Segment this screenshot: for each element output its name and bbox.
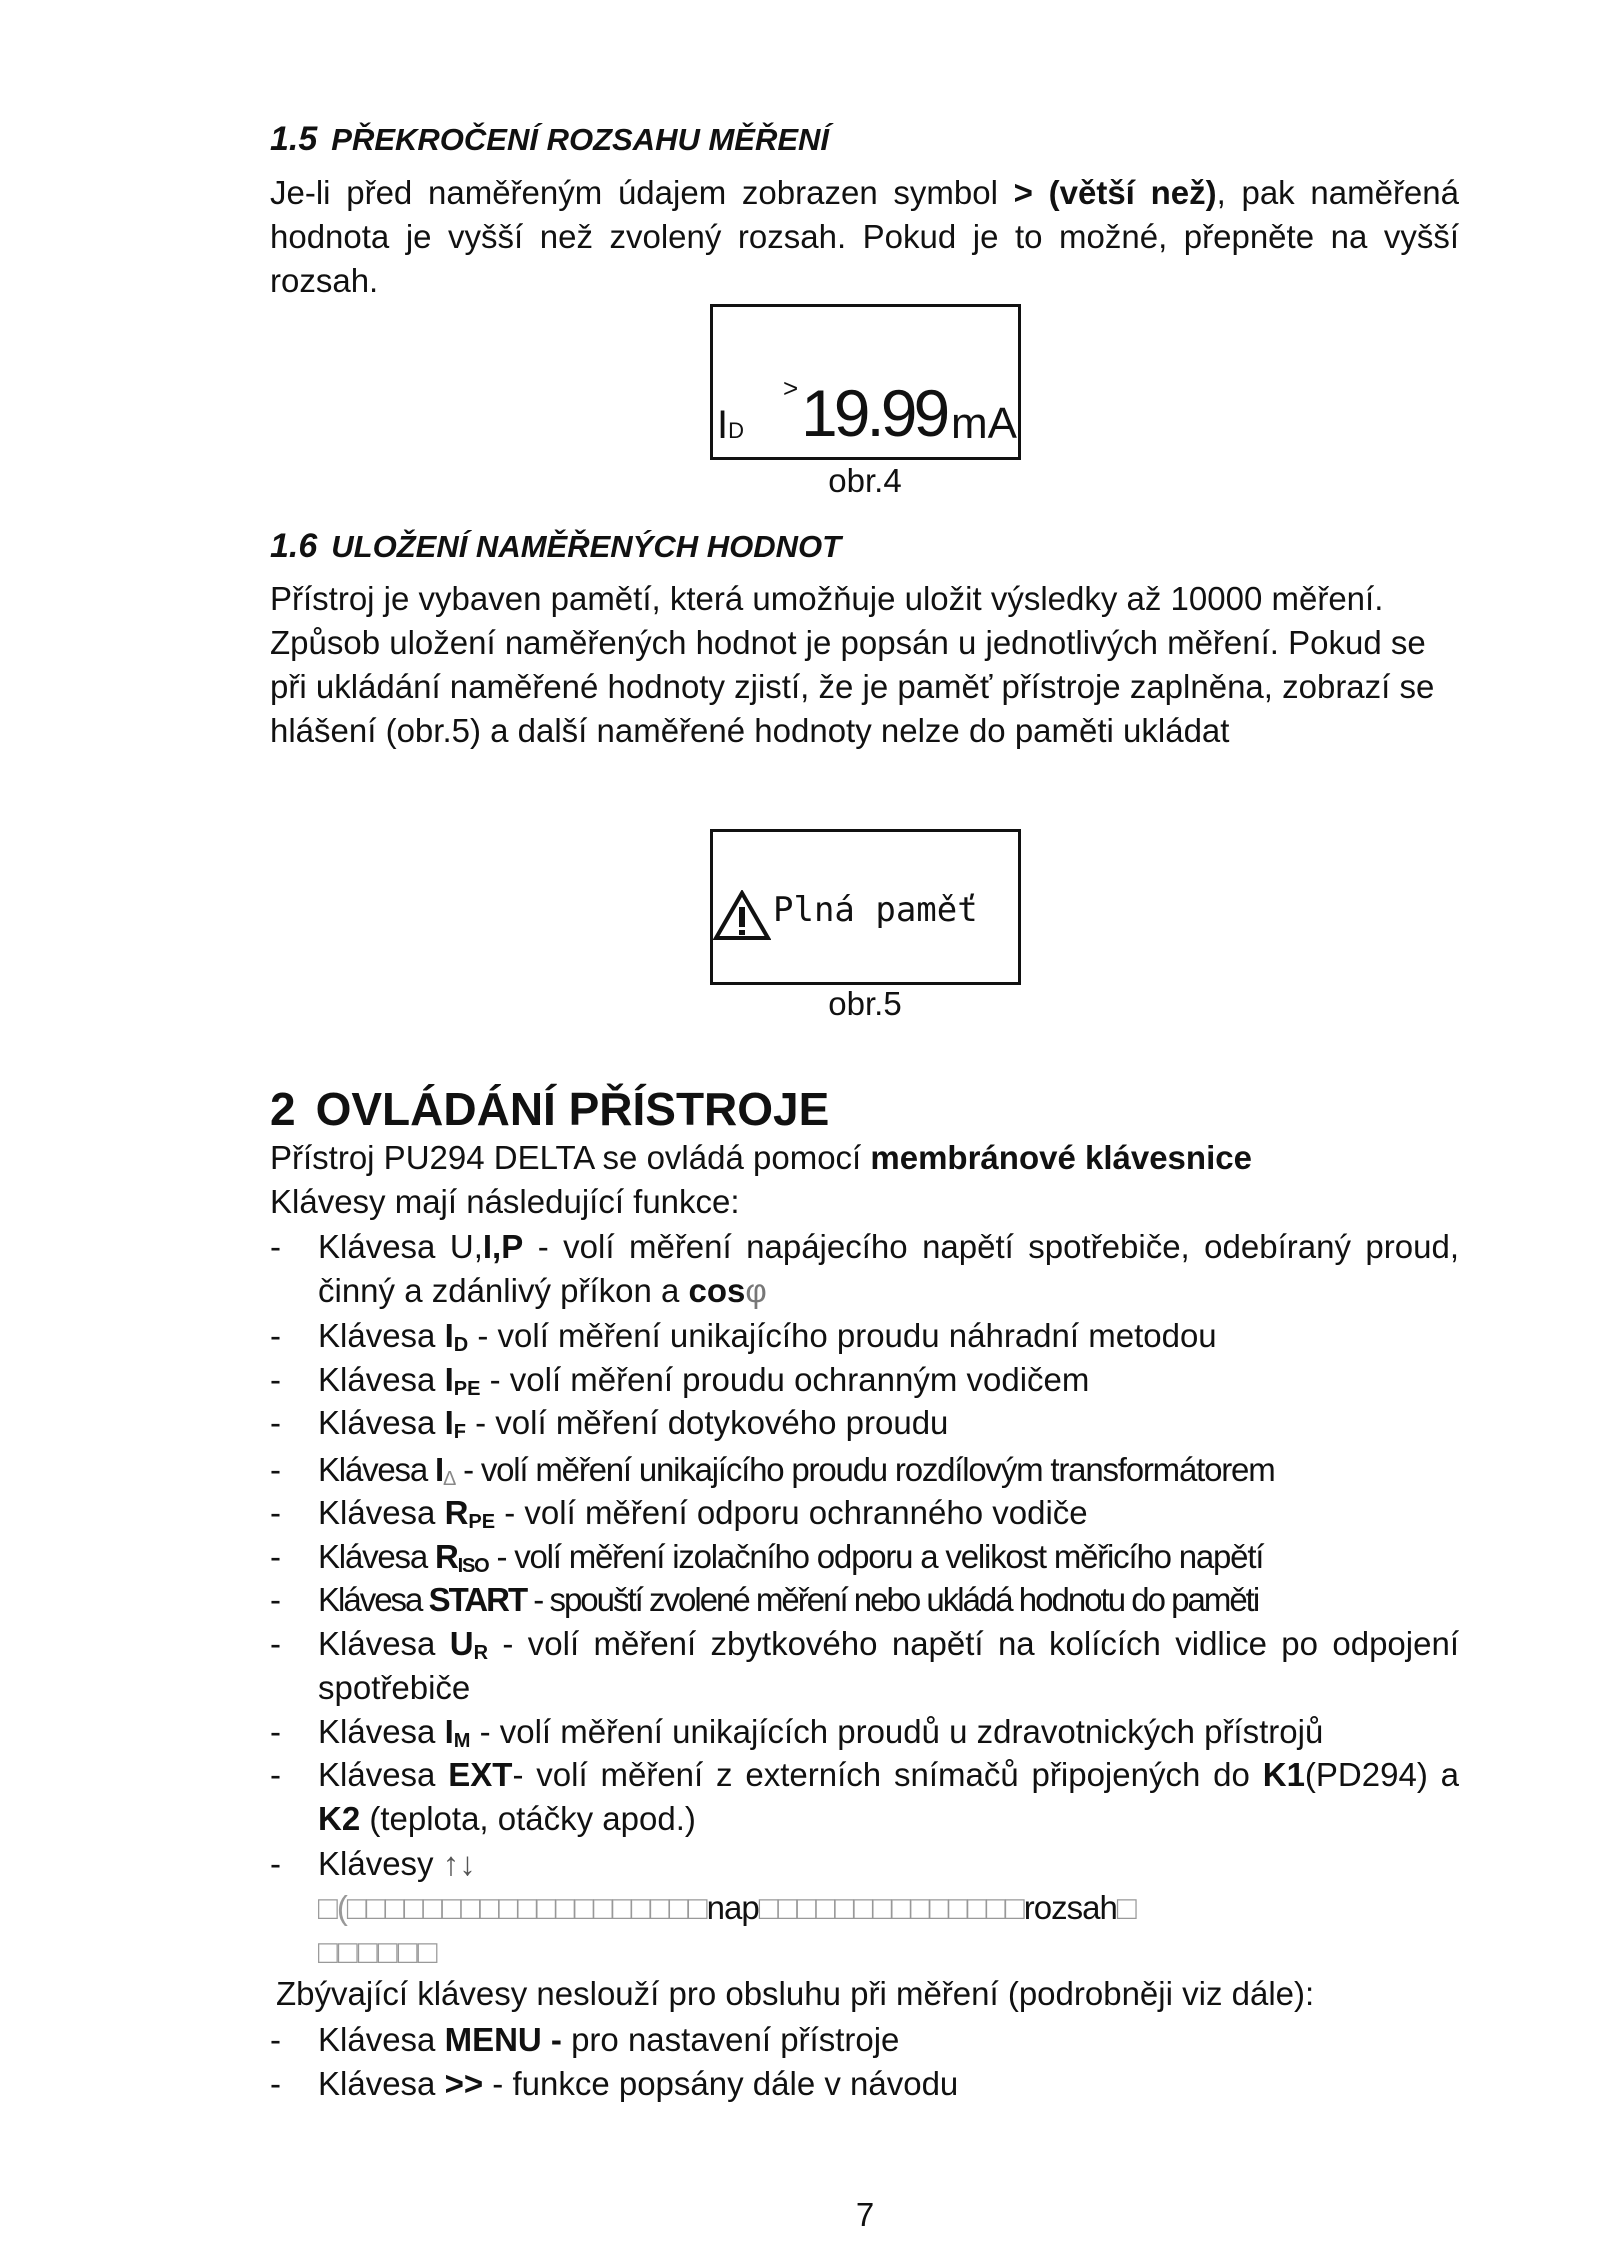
section-1-6-heading xyxy=(270,527,841,566)
section-title: PŘEKROČENÍ ROZSAHU MĚŘENÍ xyxy=(331,122,830,157)
dash: - xyxy=(270,1538,280,1575)
list-item-rpe xyxy=(270,1491,1459,1535)
key: >> xyxy=(444,2065,484,2102)
key-word: Klávesa xyxy=(318,1581,422,1618)
dash: - xyxy=(270,1756,281,1793)
key: I xyxy=(444,1404,454,1441)
key-word: Klávesa xyxy=(318,1228,436,1265)
warning-icon xyxy=(713,890,771,942)
list-item-ur xyxy=(270,1622,1459,1710)
section-title: OVLÁDÁNÍ PŘÍSTROJE xyxy=(315,1083,830,1135)
section-number: 1.5 xyxy=(270,120,318,158)
k2: K2 xyxy=(318,1800,361,1837)
key-word: Klávesa xyxy=(318,1756,436,1793)
figure-caption: obr.4 xyxy=(828,462,902,499)
list-item-im xyxy=(270,1710,1459,1754)
dash: - xyxy=(270,1625,281,1662)
cos: cos xyxy=(688,1272,746,1309)
key-word: Klávesa xyxy=(318,1404,436,1441)
section-2-heading xyxy=(270,1082,829,1136)
key-word: Klávesy xyxy=(318,1845,443,1882)
list-item-id xyxy=(270,1314,1459,1358)
section-1-6-text: Přístroj je vybaven pamětí, která umožňuje uložit výsledky až 10000 měření. Způsob uložení naměřených hodnot je popsán u jednotlivých měření. Pokud se při ukládání naměřené hodnoty zjistí, že je paměť přístroje zaplněna, zobrazí se hlášení (obr.5) a další naměřené hodnoty nelze do paměti ukládat xyxy=(270,580,1435,749)
lcd-display-obr5 xyxy=(710,829,1021,985)
dash: - xyxy=(270,2021,281,2058)
desc: - volí měření unikajících proudů u zdravotnických přístrojů xyxy=(470,1713,1324,1750)
list-item-ipe xyxy=(270,1358,1459,1402)
desc: - volí měření zbytkového napětí na kolících vidlice po odpojení spotřebiče xyxy=(318,1625,1459,1706)
key: U, xyxy=(449,1228,483,1265)
dash: - xyxy=(270,2065,281,2102)
section-1-5-heading xyxy=(270,120,829,159)
key-word: Klávesa xyxy=(318,1713,436,1750)
section-title: ULOŽENÍ NAMĚŘENÝCH HODNOT xyxy=(331,529,842,564)
key-bold: I,P xyxy=(482,1228,524,1265)
section-number: 1.6 xyxy=(270,527,318,565)
key: I xyxy=(434,1451,443,1488)
display-label xyxy=(717,403,744,448)
list-item-ext xyxy=(270,1753,1459,1841)
key: I xyxy=(444,1317,454,1354)
page-number: 7 xyxy=(855,2196,875,2233)
key-word: Klávesa xyxy=(318,1451,428,1488)
desc: - volí měření z externích snímačů připojených do xyxy=(512,1756,1263,1793)
figure-caption: obr.5 xyxy=(828,985,902,1022)
lcd-display-obr4 xyxy=(710,304,1021,460)
display-value: 19.99 xyxy=(801,376,947,450)
desc: - volí měření unikajícího proudu rozdílovým transformátorem xyxy=(455,1451,1275,1488)
list-item-idelta xyxy=(270,1448,1459,1492)
list-item-start xyxy=(270,1578,1459,1622)
dash: - xyxy=(270,1361,281,1398)
symbol-greater-than: > (větší než) xyxy=(1013,174,1217,211)
desc: (PD294) a xyxy=(1304,1756,1460,1793)
desc: pro nastavení přístroje xyxy=(561,2021,900,2058)
key-sub: PE xyxy=(453,1378,481,1400)
key: R xyxy=(434,1538,458,1575)
dash: - xyxy=(270,1845,281,1882)
key-sub: F xyxy=(453,1421,466,1443)
key-word: Klávesa xyxy=(318,2021,436,2058)
key-word: Klávesa xyxy=(318,1317,436,1354)
remaining-keys-text: Zbývající klávesy neslouží pro obsluhu při měření (podrobněji viz dále): xyxy=(276,1975,1315,2012)
key: EXT xyxy=(448,1756,513,1793)
key-sub: R xyxy=(473,1642,489,1664)
dash: - xyxy=(270,1451,280,1488)
text: , pak naměřená hodnota je vyšší než zvolený rozsah. Pokud je to možné, přepněte na vyšší rozsah. xyxy=(270,174,1459,299)
list-item-menu xyxy=(270,2018,1459,2062)
text: Klávesy mají následující funkce: xyxy=(270,1183,740,1220)
text: Je-li před naměřeným údajem zobrazen symbol xyxy=(270,174,1014,211)
key-sub: ISO xyxy=(457,1555,489,1577)
desc: - volí měření izolačního odporu a velikost měřicího napětí xyxy=(488,1538,1264,1575)
key-sub: PE xyxy=(468,1511,496,1533)
key: I xyxy=(444,1713,454,1750)
key: U xyxy=(449,1625,474,1662)
key-sub: D xyxy=(453,1334,469,1356)
dash: - xyxy=(270,1317,281,1354)
display-message: Plná paměť xyxy=(773,890,978,930)
desc: - volí měření proudu ochranným vodičem xyxy=(480,1361,1090,1398)
desc: - volí měření dotykového proudu xyxy=(465,1404,949,1441)
desc: (teplota, otáčky apod.) xyxy=(360,1800,696,1837)
arrow-up-down-icon: ↑↓ xyxy=(442,1845,476,1882)
missing-glyphs: □(□□□□□□□□□□□□□□□□□□□ xyxy=(318,1889,707,1926)
key-word: Klávesa xyxy=(318,1494,436,1531)
list-item-ff xyxy=(270,2062,1459,2106)
text: nap xyxy=(706,1889,759,1926)
key: MENU - xyxy=(444,2021,562,2058)
text: rozsah xyxy=(1023,1889,1117,1926)
list-item-arrows xyxy=(270,1842,1459,1974)
dash: - xyxy=(270,1581,279,1618)
dash: - xyxy=(270,1228,281,1265)
bold-text: membránové klávesnice xyxy=(870,1139,1252,1176)
key: START xyxy=(428,1581,527,1618)
label-sub: D xyxy=(728,418,745,443)
desc: - funkce popsány dále v návodu xyxy=(483,2065,959,2102)
key-sub: Δ xyxy=(442,1468,456,1490)
key-word: Klávesa xyxy=(318,2065,436,2102)
desc: - volí měření unikajícího proudu náhradní metodou xyxy=(468,1317,1217,1354)
list-item-riso xyxy=(270,1535,1459,1579)
missing-glyphs: □ xyxy=(1116,1889,1136,1926)
missing-glyphs: □□□□□□ xyxy=(318,1933,438,1970)
display-unit: mA xyxy=(951,399,1017,448)
key-sub: M xyxy=(453,1730,471,1752)
text: Přístroj PU294 DELTA se ovládá pomocí xyxy=(270,1139,871,1176)
key: I xyxy=(444,1361,454,1398)
dash: - xyxy=(270,1713,281,1750)
section-number: 2 xyxy=(270,1083,296,1135)
desc: - volí měření napájecího napětí spotřebiče, odebíraný proud, činný a zdánlivý příkon a xyxy=(318,1228,1459,1309)
section-1-5-text xyxy=(270,171,1459,303)
dash: - xyxy=(270,1404,281,1441)
key-word: Klávesa xyxy=(318,1538,428,1575)
phi: φ xyxy=(745,1272,767,1309)
overrange-symbol: > xyxy=(783,373,799,403)
label-i: I xyxy=(717,403,729,447)
desc: - volí měření odporu ochranného vodiče xyxy=(495,1494,1088,1531)
list-item-if xyxy=(270,1401,1459,1445)
desc: - spouští zvolené měření nebo ukládá hodnotu do paměti xyxy=(526,1581,1259,1618)
section-2-intro xyxy=(270,1136,1459,1224)
list-item-uip xyxy=(270,1225,1459,1313)
k1: K1 xyxy=(1262,1756,1305,1793)
dash: - xyxy=(270,1494,281,1531)
key: R xyxy=(444,1494,469,1531)
key-word: Klávesa xyxy=(318,1361,436,1398)
missing-glyphs: □□□□□□□□□□□□□□ xyxy=(758,1889,1024,1926)
key-word: Klávesa xyxy=(318,1625,436,1662)
